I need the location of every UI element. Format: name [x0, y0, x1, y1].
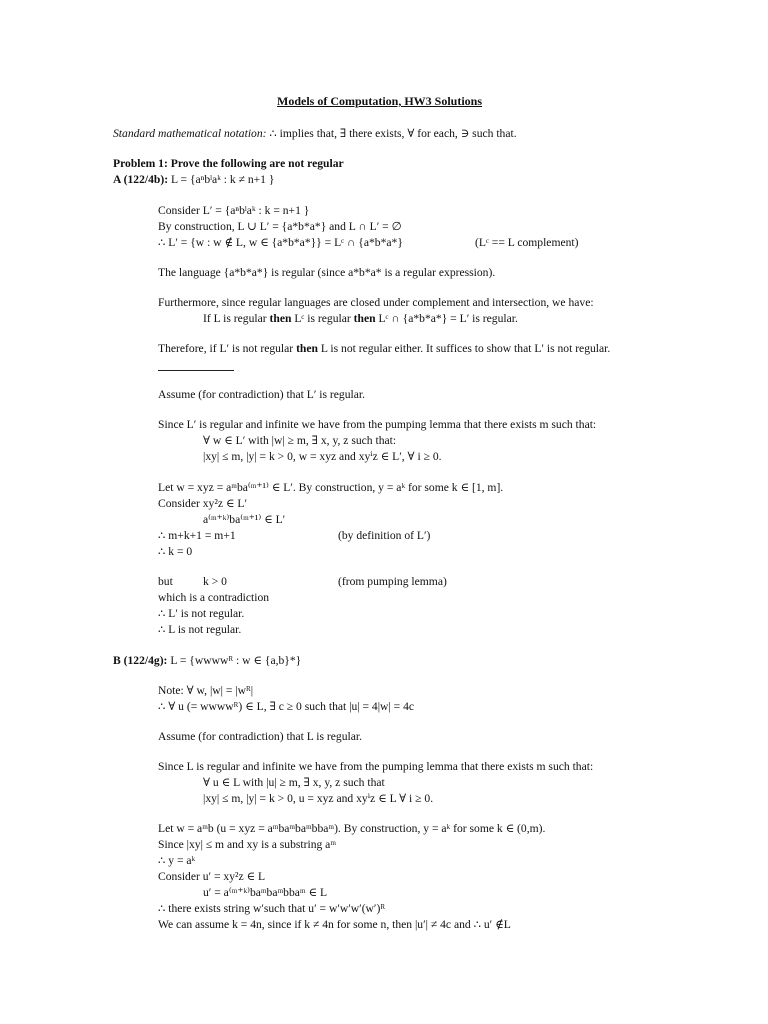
- partA-line-1: Consider L′ = {aⁿbˡaᵏ : k = n+1 }: [158, 204, 310, 217]
- definition-note: (by definition of L′): [338, 529, 431, 542]
- a7-then: then: [296, 342, 318, 355]
- a7-part1: Therefore, if L′ is not regular: [158, 342, 297, 355]
- partB-line-12: ∴ there exists string w′such that u′ = w′w′w′(w′)ᴿ: [158, 902, 386, 915]
- partB-line-9: ∴ y = aᵏ: [158, 854, 196, 867]
- partA-line-15: ∴ m+k+1 = m+1: [158, 529, 236, 542]
- partA-line-7: [158, 342, 610, 356]
- a6-part2: Lᶜ is regular: [291, 312, 354, 325]
- notation-line: [113, 127, 517, 141]
- partA-line-5: Furthermore, since regular languages are closed under complement and intersection, we have:: [158, 296, 594, 309]
- partB-line-3: Assume (for contradiction) that L is regular.: [158, 730, 363, 743]
- partA-line-12: Let w = xyz = aᵐba⁽ᵐ⁺¹⁾ ∈ L′. By construction, y = aᵏ for some k ∈ [1, m].: [158, 481, 504, 494]
- partB-language: L = {wwwwᴿ : w ∈ {a,b}*}: [167, 654, 302, 667]
- partB-line-2: ∴ ∀ u (= wwwwᴿ) ∈ L, ∃ c ≥ 0 such that |u| = 4|w| = 4c: [158, 700, 415, 713]
- partB-line-13: We can assume k = 4n, since if k ≠ 4n for some n, then |u′| ≠ 4c and ∴ u′ ∉L: [158, 918, 511, 931]
- partA-line-6: [203, 312, 518, 326]
- a6-part3: Lᶜ ∩ {a*b*a*} = L′ is regular.: [375, 312, 518, 325]
- pumping-lemma-note: (from pumping lemma): [338, 575, 447, 588]
- page-title: Models of Computation, HW3 Solutions: [277, 94, 483, 108]
- partA-line-3: ∴ L′ = {w : w ∉ L, w ∈ {a*b*a*}} = Lᶜ ∩ {a*b*a*}: [158, 236, 403, 249]
- partA-line-20: ∴ L is not regular.: [158, 623, 242, 636]
- a6-then-1: then: [269, 312, 292, 325]
- partA-line-8: Assume (for contradiction) that L′ is regular.: [158, 388, 365, 401]
- partA-heading: [113, 173, 274, 187]
- partB-heading: [113, 654, 301, 668]
- partB-line-10: Consider u′ = xy²z ∈ L: [158, 870, 266, 883]
- a7-part2: L is not regular either. It suffices to show that L′ is not regular.: [317, 342, 611, 355]
- section-divider: [158, 370, 234, 371]
- partA-line-14: a⁽ᵐ⁺ᵏ⁾ba⁽ᵐ⁺¹⁾ ∈ L′: [203, 513, 286, 526]
- partA-line-11: |xy| ≤ m, |y| = k > 0, w = xyz and xyⁱz ∈ L′, ∀ i ≥ 0.: [203, 450, 442, 463]
- partA-line-9: Since L′ is regular and infinite we have from the pumping lemma that there exists m such that:: [158, 418, 597, 431]
- problem1-heading: Problem 1: Prove the following are not regular: [113, 157, 344, 170]
- notation-label: Standard mathematical notation:: [113, 127, 267, 140]
- partB-line-11: u′ = a⁽ᵐ⁺ᵏ⁾baᵐbaᵐbbaᵐ ∈ L: [203, 886, 328, 899]
- partA-label: A (122/4b):: [113, 173, 169, 186]
- partB-line-5: ∀ u ∈ L with |u| ≥ m, ∃ x, y, z such that: [203, 776, 385, 789]
- partB-label: B (122/4g):: [113, 654, 168, 667]
- complement-note: (Lᶜ == L complement): [475, 236, 579, 249]
- partA-line-4: The language {a*b*a*} is regular (since a*b*a* is a regular expression).: [158, 266, 496, 279]
- partA-line-10: ∀ w ∈ L′ with |w| ≥ m, ∃ x, y, z such that:: [203, 434, 397, 447]
- a6-part1: If L is regular: [203, 312, 270, 325]
- partB-line-7: Let w = aᵐb (u = xyz = aᵐbaᵐbaᵐbbaᵐ). By construction, y = aᵏ for some k ∈ (0,m).: [158, 822, 546, 835]
- partB-line-6: |xy| ≤ m, |y| = k > 0, u = xyz and xyⁱz ∈ L ∀ i ≥ 0.: [203, 792, 434, 805]
- partB-line-8: Since |xy| ≤ m and xy is a substring aᵐ: [158, 838, 336, 851]
- partA-language: L = {aⁿbˡaᵏ : k ≠ n+1 }: [168, 173, 275, 186]
- notation-text: ∴ implies that, ∃ there exists, ∀ for each, ∋ such that.: [266, 127, 517, 140]
- partA-but: but: [158, 575, 173, 588]
- partA-but-expr: k > 0: [203, 575, 227, 588]
- partA-line-18: which is a contradiction: [158, 591, 270, 604]
- partA-line-19: ∴ L′ is not regular.: [158, 607, 245, 620]
- partA-line-16: ∴ k = 0: [158, 545, 193, 558]
- partA-line-2: By construction, L ∪ L′ = {a*b*a*} and L ∩ L′ = ∅: [158, 220, 402, 233]
- partB-line-4: Since L is regular and infinite we have from the pumping lemma that there exists m such that:: [158, 760, 594, 773]
- partB-line-1: Note: ∀ w, |w| = |wᴿ|: [158, 684, 254, 697]
- a6-then-2: then: [353, 312, 376, 325]
- partA-line-13: Consider xy²z ∈ L′: [158, 497, 247, 510]
